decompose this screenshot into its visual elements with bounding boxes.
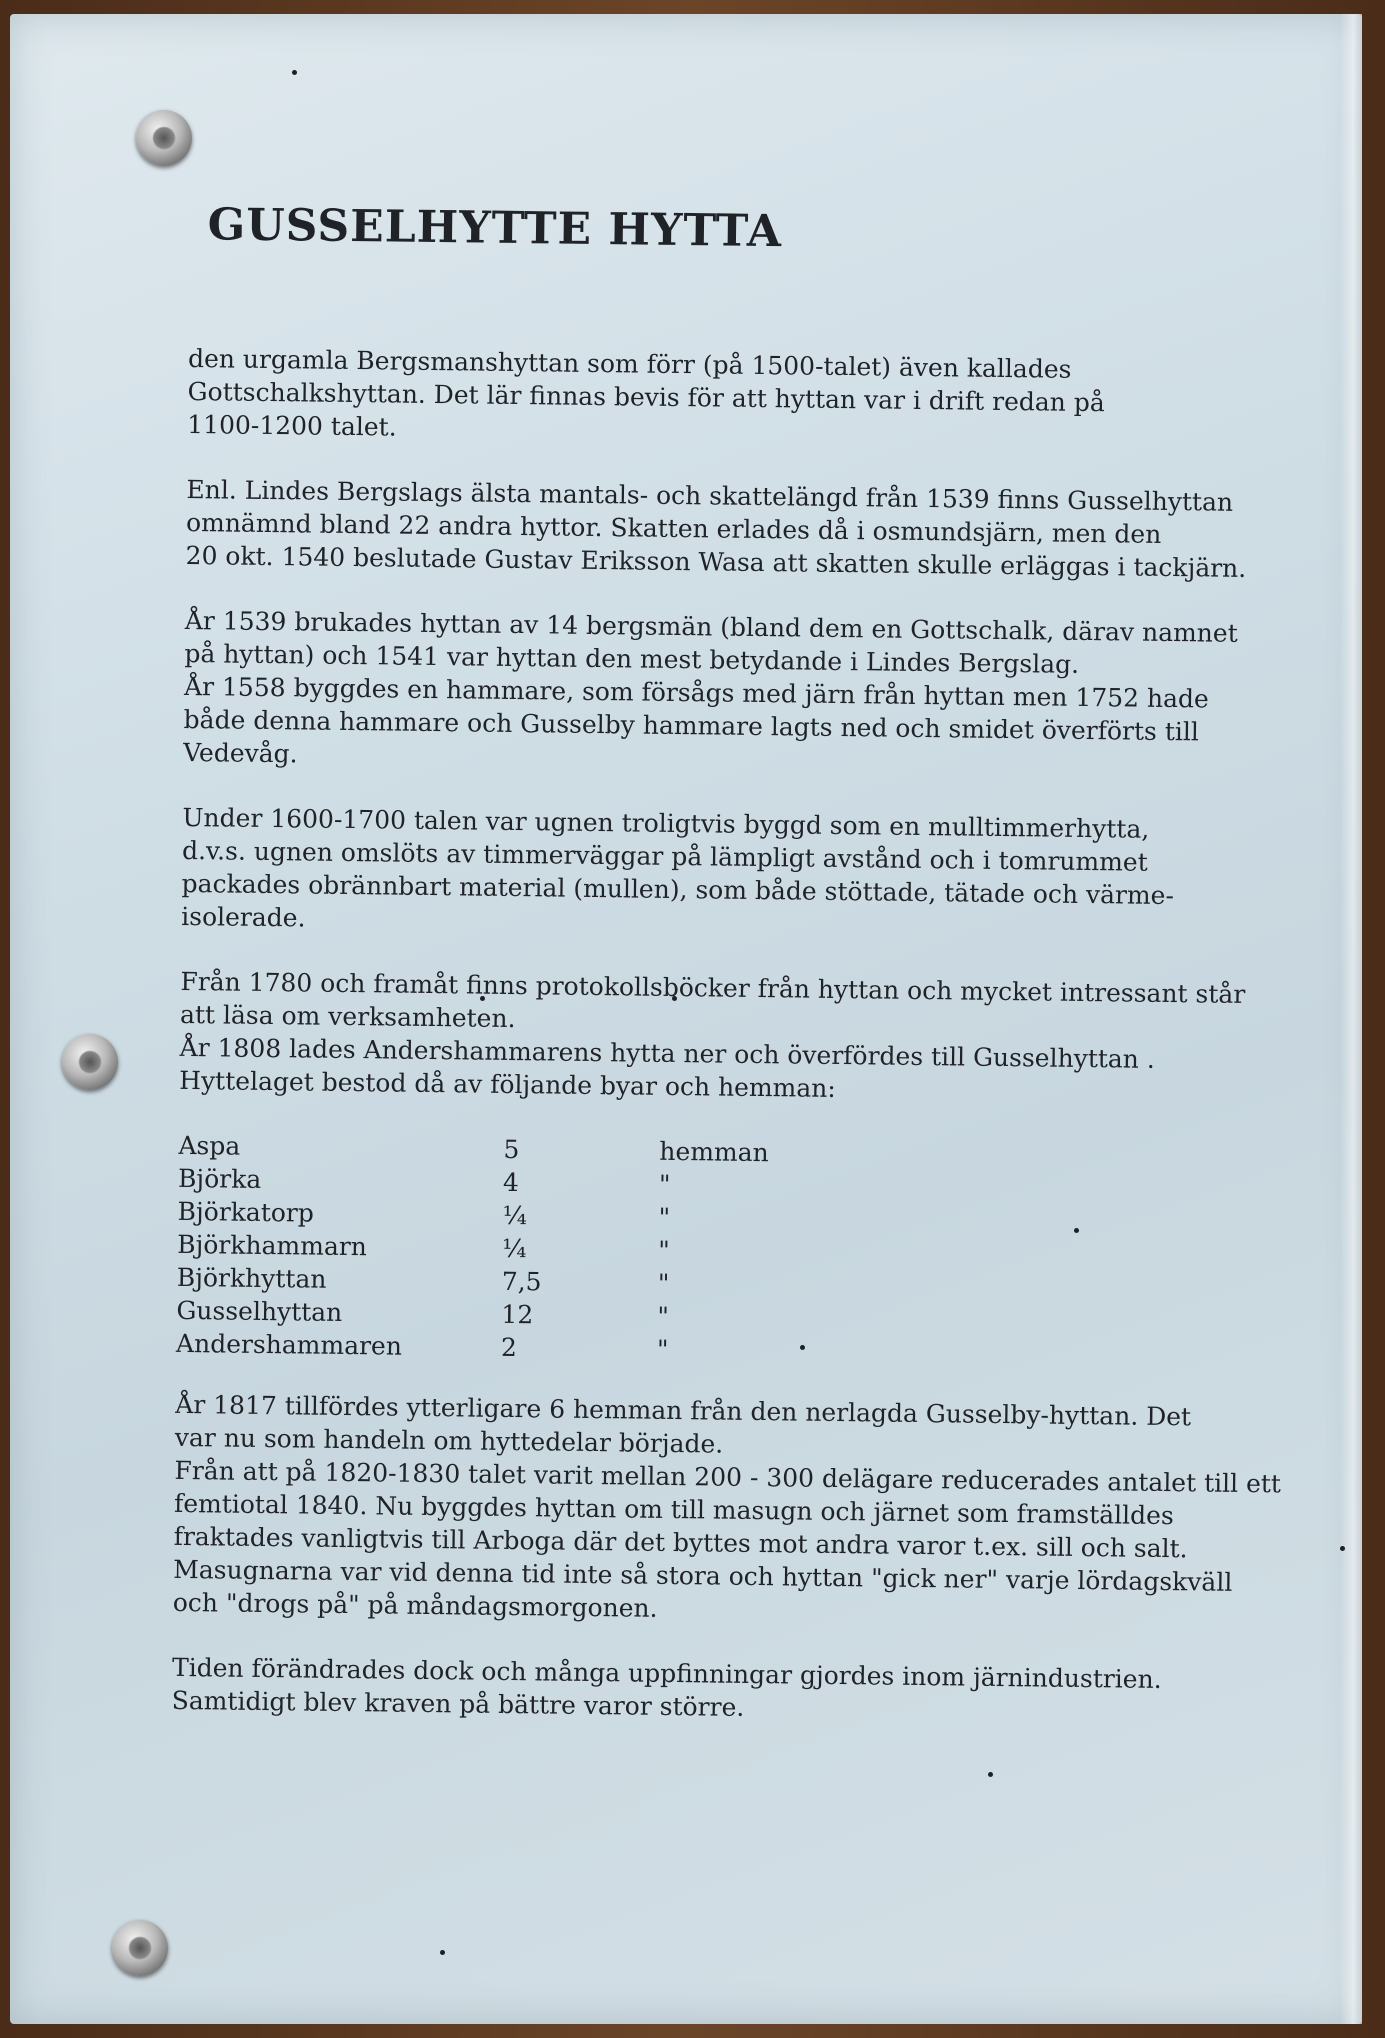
text-line: omnämnd bland 22 andra hyttor. Skatten erlades då i osmundsjärn, men den	[185, 507, 1162, 549]
dirt-speck	[988, 1772, 993, 1777]
table-cell-unit: hemman	[659, 1136, 769, 1168]
text-line: 1100-1200 talet.	[187, 409, 397, 442]
table-cell-unit: "	[656, 1334, 669, 1364]
text-line: femtiotal 1840. Nu byggdes hyttan om till masugn och järnet som framställdes	[173, 1488, 1174, 1531]
table-cell-name: Björkhyttan	[176, 1262, 327, 1294]
paragraph	[172, 1388, 1282, 1632]
table-cell-name: Andershammaren	[175, 1328, 403, 1361]
table-cell-unit: "	[658, 1169, 671, 1199]
table-cell-name: Aspa	[178, 1130, 241, 1161]
dirt-speck	[292, 70, 297, 75]
text-line: Samtidigt blev kraven på bättre varor större.	[171, 1685, 745, 1722]
dirt-speck	[1340, 1546, 1345, 1551]
table-cell-name: Björkhammarn	[177, 1229, 368, 1262]
text-line: isolerade.	[181, 901, 306, 933]
paragraph	[185, 473, 1286, 585]
table-cell-count: 7,5	[501, 1266, 542, 1297]
table-cell-count: ¼	[502, 1200, 528, 1231]
sign-title: GUSSELHYTTE HYTTA	[207, 199, 783, 258]
dirt-speck	[440, 1950, 445, 1955]
table-cell-name: Gusselhyttan	[176, 1295, 343, 1327]
table-cell-name: Björka	[177, 1163, 262, 1194]
text-line: fraktades vanligtvis till Arboga där det byttes mot andra varor t.ex. sill och salt.	[173, 1521, 1188, 1564]
table-cell-count: ¼	[502, 1233, 527, 1264]
table-cell-unit: "	[657, 1268, 670, 1298]
text-line: var nu som handeln om hyttedelar började.	[174, 1422, 724, 1459]
table-cell-unit: "	[657, 1301, 670, 1331]
table-cell-unit: "	[658, 1235, 670, 1265]
paragraph	[179, 965, 1281, 1110]
text-line: År 1817 tillfördes ytterligare 6 hemman från den nerlagda Gusselby-hyttan. Det	[175, 1389, 1192, 1432]
plastic-glare	[1340, 14, 1362, 2024]
text-line: Masugnarna var vid denna tid inte så stora och hyttan "gick ner" varje lördagskväll	[173, 1554, 1233, 1597]
text-line: År 1558 byggdes en hammare, som försågs med järn från hyttan men 1752 hade	[183, 671, 1209, 714]
text-line: både denna hammare och Gusselby hammare lagts ned och smidet överförts till	[183, 704, 1200, 747]
text-line: Vedevåg.	[183, 737, 298, 769]
table-cell-name: Björkatorp	[177, 1196, 315, 1228]
table-cell-unit: "	[658, 1202, 671, 1232]
text-line: Under 1600-1700 talen var ugnen troligtvis byggd som en mulltimmerhytta,	[182, 802, 1150, 844]
text-line: Från att på 1820-1830 talet varit mellan 200 - 300 delägare reducerades antalet till ett	[174, 1455, 1282, 1499]
table-cell-count: 12	[501, 1299, 534, 1330]
paragraph	[187, 342, 1288, 454]
paragraph	[181, 801, 1283, 946]
text-line: Enl. Lindes Bergslags älsta mantals- och skattelängd från 1539 finns Gusselhyttan	[186, 474, 1234, 517]
paragraph	[171, 1651, 1272, 1730]
text-line: packades obrännbart material (mullen), som både stöttade, tätade och värme-	[181, 868, 1175, 911]
screw-icon	[112, 1920, 168, 1976]
screw-icon	[62, 1034, 118, 1090]
text-line: 20 okt. 1540 beslutade Gustav Eriksson Wasa att skatten skulle erläggas i tackjärn.	[185, 540, 1247, 583]
hemman-table	[176, 1129, 1279, 1373]
table-cell-count: 2	[500, 1332, 518, 1363]
paragraphs-before	[179, 342, 1288, 1110]
screw-icon	[136, 110, 192, 166]
text-line: Från 1780 och framåt finns protokollsböcker från hyttan och mycket intressant står	[180, 966, 1246, 1009]
text-line: År 1539 brukades hyttan av 14 bergsmän (bland dem en Gottschalk, därav namnet	[184, 605, 1238, 648]
text-line: den urgamla Bergsmanshyttan som förr (på 1500-talet) även kallades	[187, 343, 1072, 384]
text-line: på hyttan) och 1541 var hyttan den mest betydande i Lindes Bergslag.	[184, 638, 1080, 679]
paragraph	[183, 604, 1285, 782]
text-line: Tiden förändrades dock och många uppfinningar gjordes inom järnindustrien.	[171, 1652, 1162, 1694]
text-line: Gottschalkshyttan. Det lär finnas bevis för att hyttan var i drift redan på	[187, 376, 1105, 418]
table-cell-count: 4	[502, 1167, 520, 1198]
text-line: och "drogs på" på måndagsmorgonen.	[172, 1587, 658, 1623]
text-line: att läsa om verksamheten.	[179, 999, 516, 1034]
table-cell-count: 5	[503, 1134, 520, 1165]
paragraphs-after	[171, 1388, 1282, 1730]
text-line: Hyttelaget bestod då av följande byar och hemman:	[179, 1065, 836, 1103]
sign-content	[171, 200, 1290, 1762]
text-line: År 1808 lades Andershammarens hytta ner och överfördes till Gusselhyttan .	[179, 1032, 1155, 1074]
text-line: d.v.s. ugnen omslöts av timmerväggar på lämpligt avstånd och i tomrummet	[181, 835, 1148, 877]
